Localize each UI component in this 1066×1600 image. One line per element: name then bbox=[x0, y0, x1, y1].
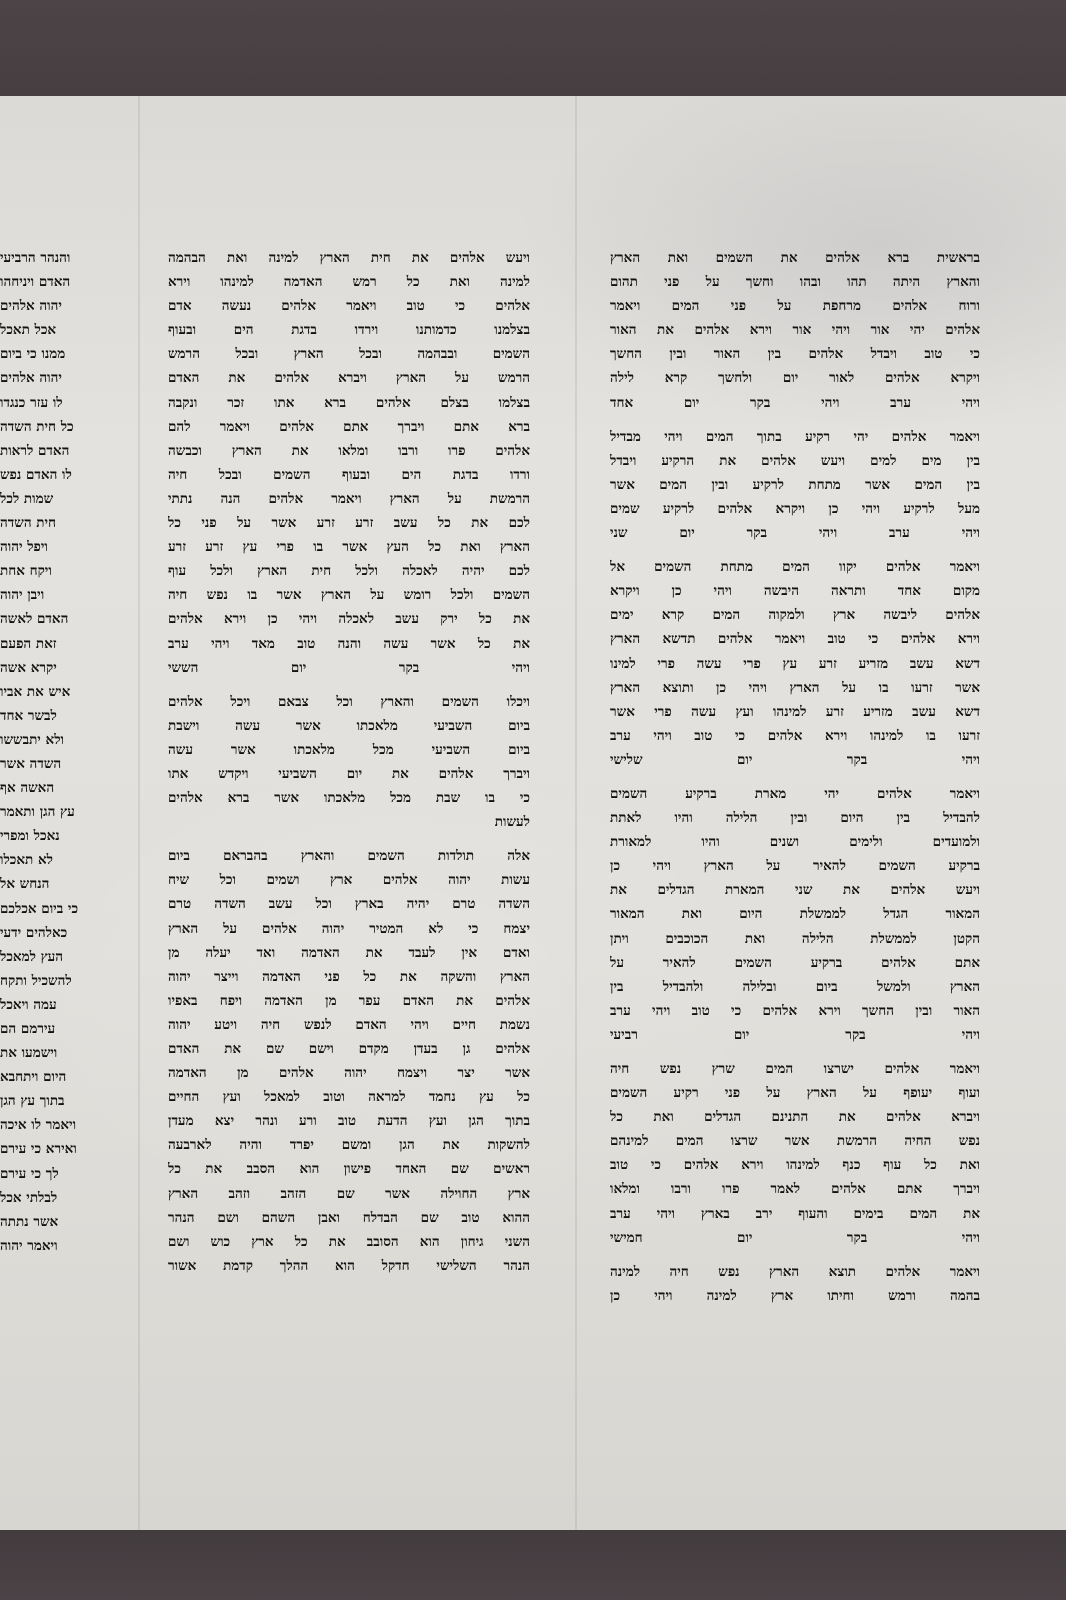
text-line: ויקח אחת bbox=[0, 563, 52, 580]
paragraph-gap bbox=[610, 415, 980, 425]
paragraph-gap bbox=[610, 1047, 980, 1057]
text-line: והנהר הרביעי bbox=[0, 250, 71, 266]
text-line: ויכלו השמים והארץ וכל צבאם ויכל אלהים bbox=[168, 693, 530, 710]
text-line: ויפל יהוה bbox=[0, 539, 48, 556]
text-line: ולמועדים ולימים ושנים והיו למאורת bbox=[610, 834, 980, 851]
text-line: מקום אחד ותראה היבשה ויהי כן ויקרא bbox=[610, 583, 980, 600]
text-line: בהמה ורמש וחיתו ארץ למינה ויהי כן bbox=[610, 1287, 980, 1304]
text-line: ויעש אלהים את שני המארת הגדלים את bbox=[610, 882, 980, 899]
text-line: לכם את כל עשב זרע זרע אשר על פני כל bbox=[168, 515, 530, 532]
text-line: אלהים כי טוב ויאמר אלהים נעשה אדם bbox=[168, 298, 530, 315]
text-line: את המים בימים והעוף ירב בארץ ויהי ערב bbox=[610, 1205, 980, 1222]
text-line: האדם ויניחהו bbox=[0, 274, 71, 291]
text-line: ויאמר אלהים תוצא הארץ נפש חיה למינה bbox=[610, 1263, 980, 1280]
text-line: כי ביום אכלכם bbox=[0, 900, 79, 917]
text-line: חית השדה bbox=[0, 515, 57, 532]
text-line: ויאמר לו איכה bbox=[0, 1117, 77, 1134]
text-line: אשר זרעו בו על הארץ ויהי כן ותוצא הארץ bbox=[610, 679, 980, 696]
text-line: בראשית ברא אלהים את השמים ואת הארץ bbox=[610, 250, 980, 266]
text-line: עמה ויאכל bbox=[0, 996, 57, 1013]
paragraph-gap bbox=[168, 834, 530, 844]
text-line: ויאמר אלהים ישרצו המים שרץ נפש חיה bbox=[610, 1061, 980, 1077]
text-line: ויהי בקר יום הששי bbox=[168, 659, 530, 676]
text-line: כי בו שבת מכל מלאכתו אשר ברא אלהים bbox=[168, 790, 530, 807]
text-line: למינה ואת כל רמש האדמה למינהו וירא bbox=[168, 274, 530, 291]
text-line: אלהים גן בעדן מקדם וישם שם את האדם bbox=[168, 1041, 530, 1057]
text-line: ויברך אלהים את יום השביעי ויקדש אתו bbox=[168, 765, 530, 782]
text-line: ויברך אתם אלהים לאמר פרו ורבו ומלאו bbox=[610, 1181, 980, 1198]
text-line: את כל אשר עשה והנה טוב מאד ויהי ערב bbox=[168, 635, 530, 652]
text-line: כי טוב ויבדל אלהים בין האור ובין החשך bbox=[610, 346, 980, 363]
text-line: להבדיל בין היום ובין הלילה והיו לאתת bbox=[610, 810, 980, 827]
text-line: אלהים פרו ורבו ומלאו את הארץ וכבשה bbox=[168, 442, 530, 459]
text-line: האור ובין החשך וירא אלהים כי טוב ויהי ערב bbox=[610, 1002, 980, 1019]
text-line: ויהי בקר יום רביעי bbox=[610, 1026, 980, 1043]
text-line: יקרא אשה bbox=[0, 659, 57, 676]
text-line: ויהי בקר יום שלישי bbox=[610, 751, 980, 768]
text-line: להשכיל ותקח bbox=[0, 972, 72, 989]
text-line: האשה אף bbox=[0, 780, 55, 797]
text-line: האדם לאשה bbox=[0, 611, 69, 628]
text-line: בצלמו בצלם אלהים ברא אתו זכר ונקבה bbox=[168, 394, 530, 411]
text-line: עירמם הם bbox=[0, 1021, 56, 1037]
parchment-crease bbox=[575, 96, 577, 1530]
text-line: המאור הגדל לממשלת היום ואת המאור bbox=[610, 906, 980, 923]
text-line: יצמח כי לא המטיר יהוה אלהים על הארץ bbox=[168, 920, 530, 937]
text-line: אלהים ליבשה ארץ ולמקוה המים קרא ימים bbox=[610, 607, 980, 624]
text-line: ויאמר יהוה bbox=[0, 1237, 58, 1254]
text-line: מעל לרקיע ויהי כן ויקרא אלהים לרקיע שמים bbox=[610, 500, 980, 517]
text-line: בתוך הגן ועץ הדעת טוב ורע ונהר יצא מעדן bbox=[168, 1113, 530, 1130]
text-line: יהוה אלהים bbox=[0, 298, 62, 315]
text-line: כל חית השדה bbox=[0, 418, 74, 435]
text-line: ועוף יעופף על הארץ על פני רקיע השמים bbox=[610, 1085, 980, 1102]
text-line: זאת הפעם bbox=[0, 635, 57, 652]
text-line: דשא עשב מזריע זרע למינהו ועץ עשה פרי אשר bbox=[610, 703, 980, 720]
text-line: ואת כל עוף כנף למינהו וירא אלהים כי טוב bbox=[610, 1157, 980, 1174]
text-line: ואירא כי עירם bbox=[0, 1141, 77, 1158]
text-line: יהוה אלהים bbox=[0, 370, 62, 387]
text-line: לבשר אחד bbox=[0, 707, 57, 724]
text-line: ויאמר אלהים יקוו המים מתחת השמים אל bbox=[610, 559, 980, 576]
text-line: ויהי ערב ויהי בקר יום אחד bbox=[610, 394, 980, 411]
text-line: היום ויתחבא bbox=[0, 1069, 67, 1086]
text-line: ארץ החוילה אשר שם הזהב וזהב הארץ bbox=[168, 1185, 530, 1202]
text-line: ולא יתבששו bbox=[0, 731, 64, 748]
text-line: כל עץ נחמד למראה וטוב למאכל ועץ החיים bbox=[168, 1089, 530, 1106]
text-line: ורוח אלהים מרחפת על פני המים ויאמר bbox=[610, 298, 980, 315]
text-line: הארץ ואת כל העץ אשר בו פרי עץ זרע זרע bbox=[168, 539, 530, 556]
text-line: לבלתי אכל bbox=[0, 1189, 58, 1206]
text-line: דשא עשב מזריע זרע עץ פרי עשה פרי למינו bbox=[610, 655, 980, 672]
text-line: ראשים שם האחד פישון הוא הסבב את כל bbox=[168, 1161, 530, 1178]
text-line: אשר נתתה bbox=[0, 1213, 59, 1230]
text-line: הרמשת על הארץ ויאמר אלהים הנה נתתי bbox=[168, 490, 530, 507]
text-line: העץ למאכל bbox=[0, 948, 64, 965]
text-line: ויקרא אלהים לאור יום ולחשך קרא לילה bbox=[610, 370, 980, 387]
text-line: הרמש על הארץ ויברא אלהים את האדם bbox=[168, 370, 530, 387]
paragraph-gap bbox=[610, 1250, 980, 1260]
frame-top bbox=[0, 0, 1066, 96]
text-line: נאכל ומפרי bbox=[0, 828, 60, 845]
text-line: כאלהים ידעי bbox=[0, 924, 68, 941]
parchment-crease bbox=[138, 96, 140, 1530]
text-line: נשמת חיים ויהי האדם לנפש חיה ויטע יהוה bbox=[168, 1016, 530, 1033]
text-line: ויהי ערב ויהי בקר יום שני bbox=[610, 525, 980, 542]
text-line: ויעש אלהים את חית הארץ למינה ואת הבהמה bbox=[168, 250, 530, 266]
text-line: לו עזר כנגדו bbox=[0, 394, 63, 411]
paragraph-gap bbox=[610, 545, 980, 555]
text-line: זרעו בו למינהו וירא אלהים כי טוב ויהי ערב bbox=[610, 727, 980, 744]
text-line: הארץ ולמשל ביום ובלילה ולהבדיל בין bbox=[610, 978, 980, 995]
text-line: ברא אתם ויברך אתם אלהים ויאמר להם bbox=[168, 418, 530, 435]
text-line: השני גיחון הוא הסובב את כל ארץ כוש ושם bbox=[168, 1233, 530, 1250]
text-line: שמות לכל bbox=[0, 490, 54, 507]
text-line: ויברא אלהים את התנינם הגדלים ואת כל bbox=[610, 1109, 980, 1126]
text-line: בין מים למים ויעש אלהים את הרקיע ויבדל bbox=[610, 452, 980, 469]
text-line: הארץ והשקה את כל פני האדמה וייצר יהוה bbox=[168, 968, 530, 985]
text-line: ממנו כי ביום bbox=[0, 346, 66, 363]
text-line: ביום השביעי מכל מלאכתו אשר עשה bbox=[168, 741, 530, 758]
frame-bottom bbox=[0, 1530, 1066, 1600]
paragraph-gap bbox=[610, 772, 980, 782]
parchment-sheet bbox=[0, 96, 1066, 1530]
text-line: איש את אביו bbox=[0, 683, 71, 700]
text-line: אשר יצר ויצמח יהוה אלהים מן האדמה bbox=[168, 1065, 530, 1082]
text-line: לו האדם נפש bbox=[0, 466, 72, 483]
text-line: ויאמר אלהים יהי רקיע בתוך המים ויהי מבדיל bbox=[610, 428, 980, 445]
text-line: השדה טרם יהיה בארץ וכל עשב השדה טרם bbox=[168, 896, 530, 913]
text-line: לעשות bbox=[494, 814, 530, 831]
text-line: אלהים את האדם עפר מן האדמה ויפח באפיו bbox=[168, 992, 530, 1009]
text-line: עץ הגן ותאמר bbox=[0, 804, 75, 821]
text-line: בתוך עץ הגן bbox=[0, 1093, 65, 1110]
text-line: ורדו בדגת הים ובעוף השמים ובכל חיה bbox=[168, 466, 530, 483]
text-line: הנחש אל bbox=[0, 876, 50, 893]
text-line: נפש החיה הרמשת אשר שרצו המים למינהם bbox=[610, 1133, 980, 1150]
text-column-middle bbox=[168, 246, 530, 1278]
text-line: לא תאכלו bbox=[0, 852, 53, 869]
text-line: אכל תאכל bbox=[0, 322, 57, 339]
text-line: ההוא טוב שם הבדלח ואבן השהם ושם הנהר bbox=[168, 1209, 530, 1226]
text-line: הנהר השלישי חדקל הוא ההלך קדמת אשור bbox=[168, 1257, 530, 1274]
text-line: השמים ובבהמה ובכל הארץ ובכל הרמש bbox=[168, 346, 530, 363]
text-line: ויאמר אלהים יהי מארת ברקיע השמים bbox=[610, 785, 980, 802]
text-line: בין המים אשר מתחת לרקיע ובין המים אשר bbox=[610, 476, 980, 493]
text-column-right bbox=[610, 246, 980, 1308]
text-line: אלה תולדות השמים והארץ בהבראם ביום bbox=[168, 848, 530, 865]
text-line: השמים ולכל רומש על הארץ אשר בו נפש חיה bbox=[168, 587, 530, 604]
text-line: האדם לראות bbox=[0, 442, 70, 459]
text-line: אלהים יהי אור ויהי אור וירא אלהים את האור bbox=[610, 322, 980, 339]
text-line: לך כי עירם bbox=[0, 1165, 59, 1182]
text-line: להשקות את הגן ומשם יפרד והיה לארבעה bbox=[168, 1137, 530, 1154]
text-line: את כל ירק עשב לאכלה ויהי כן וירא אלהים bbox=[168, 611, 530, 628]
text-line: אתם אלהים ברקיע השמים להאיר על bbox=[610, 954, 980, 971]
text-line: וירא אלהים כי טוב ויאמר אלהים תדשא הארץ bbox=[610, 631, 980, 648]
text-line: לכם יהיה לאכלה ולכל חית הארץ ולכל עוף bbox=[168, 563, 530, 580]
text-line: בצלמנו כדמותנו וירדו בדגת הים ובעוף bbox=[168, 322, 530, 339]
text-line: ואדם אין לעבד את האדמה ואד יעלה מן bbox=[168, 944, 530, 961]
text-line: וישמעו את bbox=[0, 1045, 58, 1062]
text-line: והארץ היתה תהו ובהו וחשך על פני תהום bbox=[610, 274, 980, 291]
text-column-left bbox=[0, 246, 112, 1258]
text-line: ויהי בקר יום חמישי bbox=[610, 1229, 980, 1246]
text-line: עשות יהוה אלהים ארץ ושמים וכל שיח bbox=[168, 872, 530, 889]
text-line: ביום השביעי מלאכתו אשר עשה וישבת bbox=[168, 717, 530, 734]
text-line: השדה אשר bbox=[0, 755, 62, 772]
text-line: הקטן לממשלת הלילה ואת הכוכבים ויתן bbox=[610, 930, 980, 947]
paragraph-gap bbox=[168, 680, 530, 690]
text-line: ויבן יהוה bbox=[0, 587, 45, 604]
text-line: ברקיע השמים להאיר על הארץ ויהי כן bbox=[610, 858, 980, 875]
